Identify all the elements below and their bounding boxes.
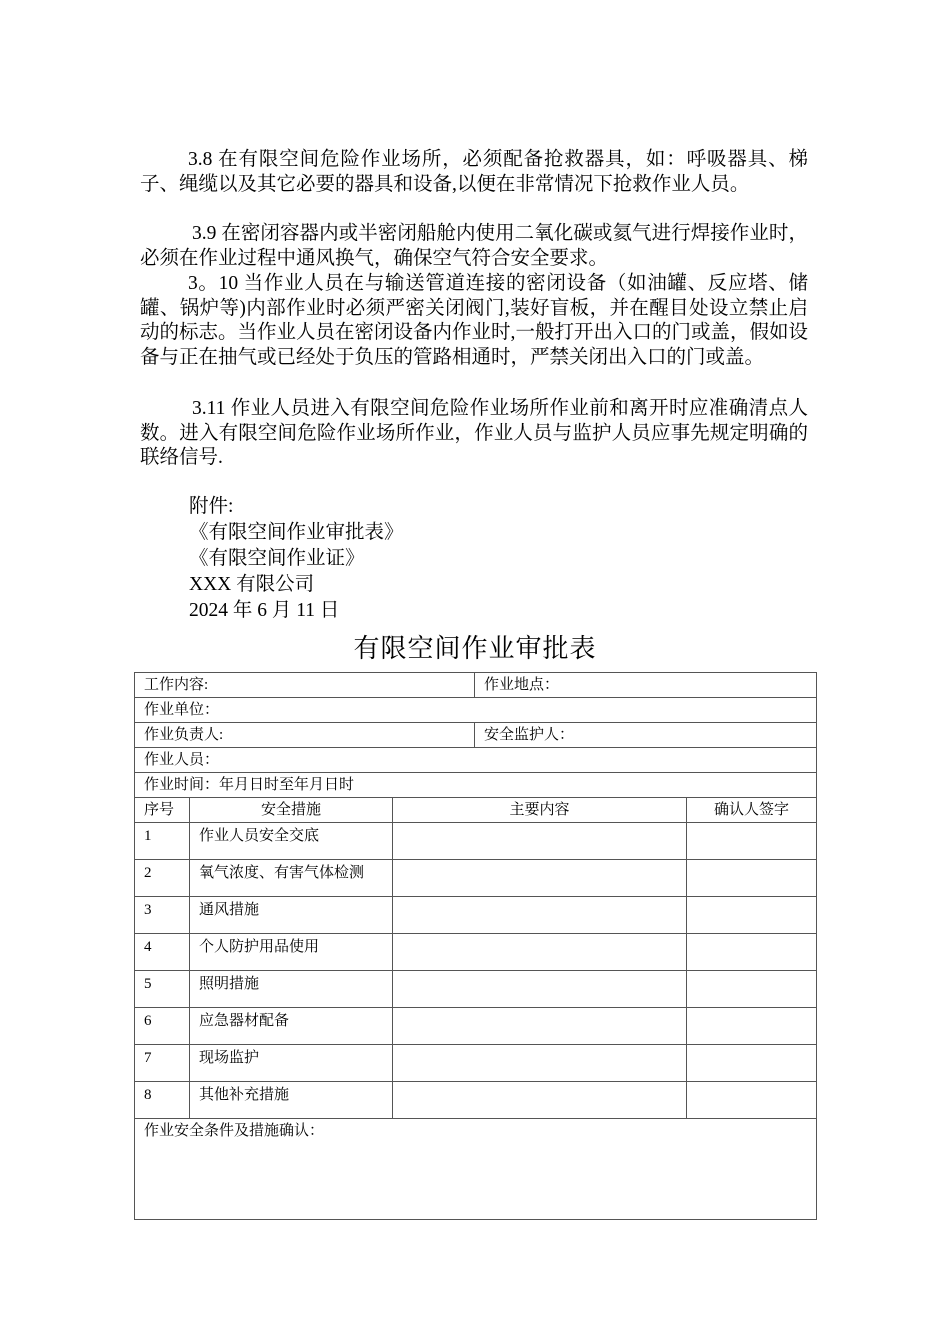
work-content-cell: 工作内容:: [135, 673, 475, 698]
measure-number: 6: [135, 1008, 190, 1045]
measure-name: 应急器材配备: [190, 1008, 393, 1045]
work-time-cell: 作业时间：年月日时至年月日时: [135, 773, 817, 798]
column-header: 确认人签字: [687, 798, 817, 823]
measure-name: 氧气浓度、有害气体检测: [190, 860, 393, 897]
paragraph-3-8: 3.8 在有限空间危险作业场所，必须配备抢救器具，如：呼吸器具、梯子、绳缆以及其它必要的器具和设备,以便在非常情况下抢救作业人员。: [140, 149, 808, 195]
signature-cell[interactable]: [687, 1008, 817, 1045]
paragraph-3-11: 3.11 作业人员进入有限空间危险作业场所作业前和离开时应准确清点人数。进入有限空间危险作业场所作业，作业人员与监护人员应事先规定明确的联络信号.: [140, 398, 808, 468]
measure-number: 1: [135, 823, 190, 860]
measure-number: 7: [135, 1045, 190, 1082]
table-row: [135, 673, 817, 698]
person-in-charge-cell: 作业负责人:: [135, 723, 475, 748]
table-row: [135, 1119, 817, 1220]
measure-number: 8: [135, 1082, 190, 1119]
measure-name: 其他补充措施: [190, 1082, 393, 1119]
table-header-row: [135, 798, 817, 823]
measure-number: 4: [135, 934, 190, 971]
company-name: XXX 有限公司: [189, 574, 315, 595]
measure-name: 通风措施: [190, 897, 393, 934]
table-row: [135, 897, 817, 934]
column-header: 序号: [135, 798, 190, 823]
table-row: [135, 860, 817, 897]
workers-cell: 作业人员：: [135, 748, 817, 773]
signature-cell[interactable]: [687, 1082, 817, 1119]
table-row: [135, 934, 817, 971]
measure-number: 3: [135, 897, 190, 934]
main-content-cell[interactable]: [393, 1008, 687, 1045]
column-header: 安全措施: [190, 798, 393, 823]
table-row: [135, 823, 817, 860]
document-date: 2024 年 6 月 11 日: [189, 600, 340, 621]
main-content-cell[interactable]: [393, 971, 687, 1008]
form-title: 有限空间作业审批表: [353, 634, 597, 664]
measure-name: 作业人员安全交底: [190, 823, 393, 860]
signature-cell[interactable]: [687, 823, 817, 860]
table-row: [135, 1045, 817, 1082]
table-row: [135, 773, 817, 798]
paragraph-3-10: 3。10 当作业人员在与输送管道连接的密闭设备（如油罐、反应塔、储罐、锅炉等)内部作业时必须严密关闭阀门,装好盲板，并在醒目处设立禁止启动的标志。当作业人员在密闭设备内作业时,一般打开出入口的门或盖，假如设备与正在抽气或已经处于负压的管路相通时，严禁关闭出入口的门或盖。: [140, 273, 808, 368]
work-location-cell: 作业地点：: [475, 673, 817, 698]
main-content-cell[interactable]: [393, 897, 687, 934]
table-row: [135, 748, 817, 773]
table-row: [135, 971, 817, 1008]
work-unit-cell: 作业单位：: [135, 698, 817, 723]
measure-name: 个人防护用品使用: [190, 934, 393, 971]
main-content-cell[interactable]: [393, 1045, 687, 1082]
attachments-block: [189, 494, 404, 624]
approval-form-table: [134, 672, 817, 1220]
attachment-item: 《有限空间作业审批表》: [189, 522, 404, 543]
signature-cell[interactable]: [687, 971, 817, 1008]
attachment-item: 《有限空间作业证》: [189, 548, 365, 569]
table-row: [135, 723, 817, 748]
table-row: [135, 698, 817, 723]
signature-cell[interactable]: [687, 934, 817, 971]
main-content-cell[interactable]: [393, 823, 687, 860]
measure-name: 照明措施: [190, 971, 393, 1008]
measure-number: 2: [135, 860, 190, 897]
table-row: [135, 1082, 817, 1119]
main-content-cell[interactable]: [393, 860, 687, 897]
signature-cell[interactable]: [687, 1045, 817, 1082]
measure-name: 现场监护: [190, 1045, 393, 1082]
signature-cell[interactable]: [687, 897, 817, 934]
table-row: [135, 1008, 817, 1045]
main-content-cell[interactable]: [393, 1082, 687, 1119]
measure-number: 5: [135, 971, 190, 1008]
main-content-cell[interactable]: [393, 934, 687, 971]
signature-cell[interactable]: [687, 860, 817, 897]
safety-supervisor-cell: 安全监护人：: [475, 723, 817, 748]
paragraph-3-9: 3.9 在密闭容器内或半密闭船舱内使用二氧化碳或氦气进行焊接作业时，必须在作业过程中通风换气，确保空气符合安全要求。: [140, 223, 808, 269]
confirmation-cell: 作业安全条件及措施确认：: [135, 1119, 817, 1220]
column-header: 主要内容: [393, 798, 687, 823]
attachments-label: 附件:: [189, 496, 234, 517]
